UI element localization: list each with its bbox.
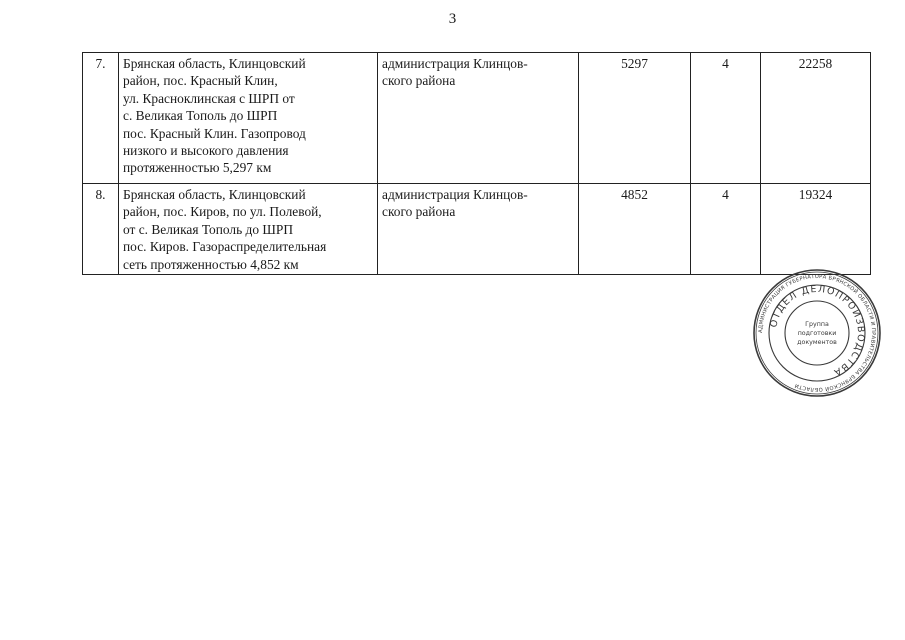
object-line: сеть протяженностью 4,852 км [123,256,299,272]
object-description [119,184,378,275]
object-line: Брянская область, Клинцовский [123,187,306,202]
object-description [119,53,378,184]
object-line: протяженностью 5,297 км [123,160,272,176]
object-line: Брянская область, Клинцовский [123,56,306,71]
stamp-outer-text: АДМИНИСТРАЦИЯ ГУБЕРНАТОРА БРЯНСКОЙ ОБЛАСТИ И ПРАВИТЕЛЬСТВА БРЯНСКОЙ ОБЛАСТИ [757,273,877,393]
object-line: низкого и высокого давления [123,143,289,159]
object-line: пос. Красный Клин. Газопровод [123,125,306,141]
object-line: с. Великая Тополь до ШРП [123,108,278,124]
category-value: 4 [691,53,761,184]
owner-line: ского района [382,204,456,220]
row-number: 8. [83,184,119,275]
objects-table [82,52,871,275]
owner [378,53,579,184]
stamp-center-line: документов [797,339,837,346]
table-row [83,53,871,184]
object-line: от с. Великая Тополь до ШРП [123,221,294,237]
length-value: 5297 [579,53,691,184]
object-line: район, пос. Красный Клин, [123,73,278,89]
owner [378,184,579,275]
stamp-seal-graphic [752,268,882,398]
cost-value: 19324 [761,184,871,275]
official-stamp [752,268,882,398]
object-line: ул. Красноклинская с ШРП от [123,90,295,106]
stamp-center-line: Группа [805,321,829,328]
stamp-ring-text: ОТДЕЛ ДЕЛОПРОИЗВОДСТВА [768,283,867,379]
category-value: 4 [691,184,761,275]
object-line: район, пос. Киров, по ул. Полевой, [123,204,322,220]
owner-line: администрация Клинцов- [382,187,528,202]
owner-line: администрация Клинцов- [382,56,528,71]
table-row [83,184,871,275]
cost-value: 22258 [761,53,871,184]
stamp-center-line: подготовки [797,330,837,337]
object-line: пос. Киров. Газораспределительная [123,239,327,255]
length-value: 4852 [579,184,691,275]
page-number: 3 [448,11,457,27]
owner-line: ского района [382,73,456,89]
row-number: 7. [83,53,119,184]
